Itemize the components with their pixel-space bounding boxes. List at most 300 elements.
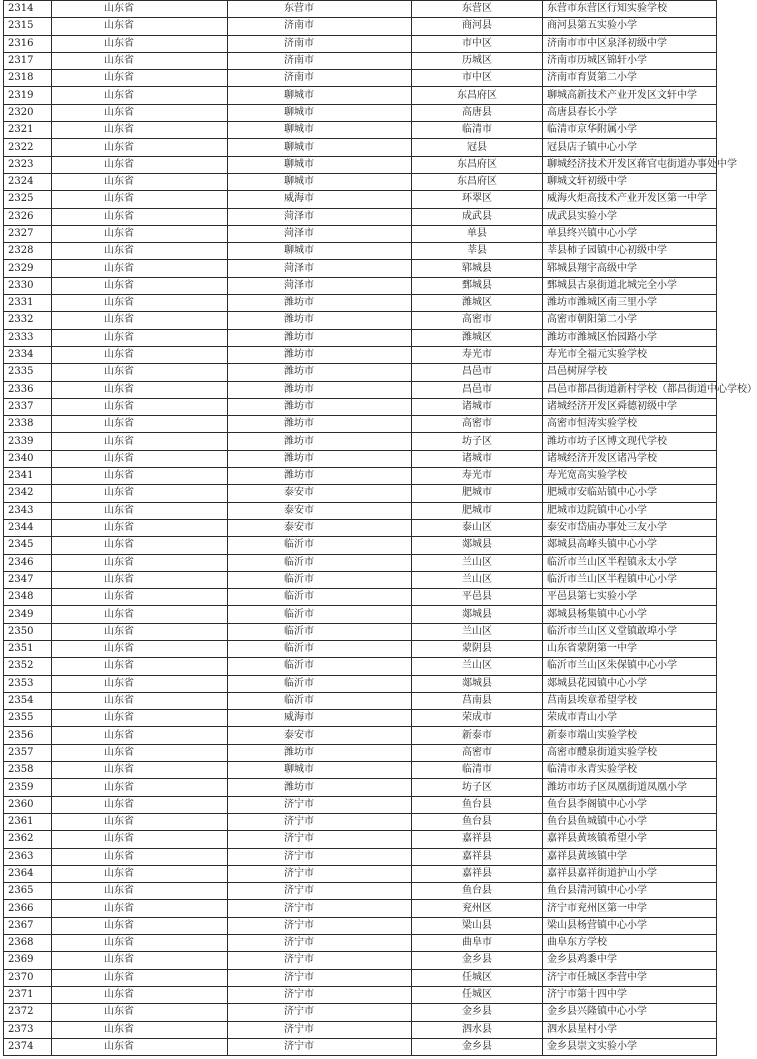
school-name-cell: 诸城经济开发区诸冯学校 (543, 450, 717, 467)
row-number: 2320 (4, 104, 52, 121)
row-number: 2321 (4, 122, 52, 139)
county-cell: 荣成市 (412, 710, 543, 727)
school-name-cell: 泰安市岱庙办事处三友小学 (543, 519, 717, 536)
table-row (4, 969, 717, 986)
county-cell: 郯城县 (412, 606, 543, 623)
table-row (4, 433, 717, 450)
school-name-cell: 梁山县杨营镇中心小学 (543, 917, 717, 934)
table-row (4, 848, 717, 865)
county-cell: 市中区 (412, 35, 543, 52)
city-cell: 潍坊市 (228, 329, 412, 346)
province-cell: 山东省 (52, 952, 228, 969)
table-row (4, 727, 717, 744)
province-cell: 山东省 (52, 865, 228, 882)
row-number: 2370 (4, 969, 52, 986)
county-cell: 高密市 (412, 312, 543, 329)
table-row (4, 692, 717, 709)
city-cell: 泰安市 (228, 519, 412, 536)
row-number: 2369 (4, 952, 52, 969)
table-row (4, 225, 717, 242)
city-cell: 潍坊市 (228, 312, 412, 329)
county-cell: 昌邑市 (412, 381, 543, 398)
school-name-cell: 商河县第五实验小学 (543, 18, 717, 35)
province-cell: 山东省 (52, 329, 228, 346)
city-cell: 济南市 (228, 35, 412, 52)
school-name-cell: 昌邑树屏学校 (543, 364, 717, 381)
table-row (4, 139, 717, 156)
province-cell: 山东省 (52, 52, 228, 69)
city-cell: 威海市 (228, 191, 412, 208)
school-name-cell: 高密市醴泉街道实验学校 (543, 744, 717, 761)
row-number: 2335 (4, 364, 52, 381)
table-row (4, 883, 717, 900)
row-number: 2360 (4, 796, 52, 813)
county-cell: 肥城市 (412, 485, 543, 502)
row-number: 2338 (4, 416, 52, 433)
county-cell: 东昌府区 (412, 87, 543, 104)
table-row (4, 1021, 717, 1038)
county-cell: 莘县 (412, 243, 543, 260)
row-number: 2356 (4, 727, 52, 744)
city-cell: 菏泽市 (228, 260, 412, 277)
province-cell: 山东省 (52, 243, 228, 260)
city-cell: 临沂市 (228, 571, 412, 588)
school-name-cell: 临沂市兰山区半程镇中心小学 (543, 571, 717, 588)
table-row (4, 519, 717, 536)
county-cell: 肥城市 (412, 502, 543, 519)
province-cell: 山东省 (52, 762, 228, 779)
row-number: 2344 (4, 519, 52, 536)
province-cell: 山东省 (52, 312, 228, 329)
row-number: 2362 (4, 831, 52, 848)
school-name-cell: 金乡县鸡黍中学 (543, 952, 717, 969)
city-cell: 济宁市 (228, 865, 412, 882)
city-cell: 东营市 (228, 1, 412, 18)
school-name-cell: 成武县实验小学 (543, 208, 717, 225)
row-number: 2365 (4, 883, 52, 900)
row-number: 2350 (4, 623, 52, 640)
school-name-cell: 寿光市全福元实验学校 (543, 346, 717, 363)
city-cell: 泰安市 (228, 502, 412, 519)
table-row (4, 606, 717, 623)
province-cell: 山东省 (52, 260, 228, 277)
county-cell: 潍城区 (412, 295, 543, 312)
city-cell: 潍坊市 (228, 744, 412, 761)
county-cell: 寿光市 (412, 468, 543, 485)
city-cell: 济宁市 (228, 952, 412, 969)
province-cell: 山东省 (52, 692, 228, 709)
school-name-cell: 临清市京华附属小学 (543, 122, 717, 139)
province-cell: 山东省 (52, 173, 228, 190)
city-cell: 聊城市 (228, 139, 412, 156)
table-row (4, 986, 717, 1003)
city-cell: 济宁市 (228, 831, 412, 848)
table-row (4, 744, 717, 761)
table-row (4, 675, 717, 692)
province-cell: 山东省 (52, 122, 228, 139)
province-cell: 山东省 (52, 1004, 228, 1021)
row-number: 2326 (4, 208, 52, 225)
city-cell: 济宁市 (228, 900, 412, 917)
city-cell: 济宁市 (228, 969, 412, 986)
row-number: 2330 (4, 277, 52, 294)
city-cell: 临沂市 (228, 537, 412, 554)
row-number: 2340 (4, 450, 52, 467)
school-name-cell: 肥城市安临站镇中心小学 (543, 485, 717, 502)
row-number: 2351 (4, 640, 52, 657)
school-name-cell: 高密市朝阳第二小学 (543, 312, 717, 329)
school-name-cell: 聊城经济技术开发区蒋官屯街道办事处中学 (543, 156, 717, 173)
city-cell: 菏泽市 (228, 225, 412, 242)
table-row (4, 710, 717, 727)
county-cell: 坊子区 (412, 433, 543, 450)
province-cell: 山东省 (52, 1038, 228, 1055)
row-number: 2371 (4, 986, 52, 1003)
row-number: 2314 (4, 1, 52, 18)
county-cell: 诸城市 (412, 398, 543, 415)
city-cell: 济宁市 (228, 813, 412, 830)
province-cell: 山东省 (52, 744, 228, 761)
school-name-cell: 东营市东营区行知实验学校 (543, 1, 717, 18)
county-cell: 诸城市 (412, 450, 543, 467)
school-name-cell: 单县终兴镇中心小学 (543, 225, 717, 242)
province-cell: 山东省 (52, 35, 228, 52)
school-name-cell: 临沂市兰山区半程镇永太小学 (543, 554, 717, 571)
province-cell: 山东省 (52, 295, 228, 312)
province-cell: 山东省 (52, 986, 228, 1003)
table-row (4, 104, 717, 121)
school-name-cell: 嘉祥县嘉祥街道护山小学 (543, 865, 717, 882)
row-number: 2348 (4, 589, 52, 606)
school-name-cell: 平邑县第七实验小学 (543, 589, 717, 606)
city-cell: 临沂市 (228, 554, 412, 571)
county-cell: 市中区 (412, 70, 543, 87)
school-name-cell: 寿光宽高实验学校 (543, 468, 717, 485)
county-cell: 郯城县 (412, 675, 543, 692)
county-cell: 泗水县 (412, 1021, 543, 1038)
province-cell: 山东省 (52, 848, 228, 865)
school-name-cell: 嘉祥县黄垓镇希望小学 (543, 831, 717, 848)
table-row (4, 1004, 717, 1021)
province-cell: 山东省 (52, 571, 228, 588)
table-row (4, 762, 717, 779)
school-name-cell: 潍坊市坊子区凤凰街道凤凰小学 (543, 779, 717, 796)
province-cell: 山东省 (52, 537, 228, 554)
county-cell: 任城区 (412, 969, 543, 986)
province-cell: 山东省 (52, 813, 228, 830)
province-cell: 山东省 (52, 1, 228, 18)
province-cell: 山东省 (52, 502, 228, 519)
row-number: 2347 (4, 571, 52, 588)
school-name-cell: 济宁市第十四中学 (543, 986, 717, 1003)
table-row (4, 623, 717, 640)
table-row (4, 589, 717, 606)
school-name-cell: 新泰市端山实验学校 (543, 727, 717, 744)
school-name-cell: 潍坊市坊子区博文现代学校 (543, 433, 717, 450)
province-cell: 山东省 (52, 346, 228, 363)
row-number: 2357 (4, 744, 52, 761)
county-cell: 临清市 (412, 762, 543, 779)
county-cell: 鱼台县 (412, 813, 543, 830)
row-number: 2354 (4, 692, 52, 709)
row-number: 2329 (4, 260, 52, 277)
province-cell: 山东省 (52, 277, 228, 294)
province-cell: 山东省 (52, 485, 228, 502)
school-name-cell: 济南市市中区泉泽初级中学 (543, 35, 717, 52)
city-cell: 潍坊市 (228, 468, 412, 485)
province-cell: 山东省 (52, 900, 228, 917)
county-cell: 任城区 (412, 986, 543, 1003)
row-number: 2336 (4, 381, 52, 398)
table-row (4, 554, 717, 571)
county-cell: 历城区 (412, 52, 543, 69)
table-row (4, 18, 717, 35)
city-cell: 潍坊市 (228, 364, 412, 381)
city-cell: 济宁市 (228, 1021, 412, 1038)
city-cell: 济宁市 (228, 848, 412, 865)
row-number: 2343 (4, 502, 52, 519)
row-number: 2364 (4, 865, 52, 882)
city-cell: 临沂市 (228, 692, 412, 709)
table-row (4, 87, 717, 104)
county-cell: 梁山县 (412, 917, 543, 934)
table-row (4, 277, 717, 294)
county-cell: 平邑县 (412, 589, 543, 606)
county-cell: 临清市 (412, 122, 543, 139)
province-cell: 山东省 (52, 917, 228, 934)
county-cell: 东昌府区 (412, 156, 543, 173)
school-name-cell: 郓城县翔宇高级中学 (543, 260, 717, 277)
table-row (4, 295, 717, 312)
school-name-cell: 济宁市兖州区第一中学 (543, 900, 717, 917)
row-number: 2366 (4, 900, 52, 917)
province-cell: 山东省 (52, 18, 228, 35)
province-cell: 山东省 (52, 468, 228, 485)
table-row (4, 640, 717, 657)
row-number: 2339 (4, 433, 52, 450)
province-cell: 山东省 (52, 450, 228, 467)
row-number: 2358 (4, 762, 52, 779)
table-row (4, 917, 717, 934)
county-cell: 鄄城县 (412, 277, 543, 294)
table-row (4, 779, 717, 796)
province-cell: 山东省 (52, 381, 228, 398)
table-row (4, 364, 717, 381)
table-row (4, 952, 717, 969)
school-name-cell: 山东省蒙阴第一中学 (543, 640, 717, 657)
county-cell: 曲阜市 (412, 935, 543, 952)
city-cell: 聊城市 (228, 122, 412, 139)
school-name-cell: 聊城文轩初级中学 (543, 173, 717, 190)
row-number: 2324 (4, 173, 52, 190)
table-row (4, 122, 717, 139)
school-name-cell: 肥城市边院镇中心小学 (543, 502, 717, 519)
row-number: 2373 (4, 1021, 52, 1038)
city-cell: 济宁市 (228, 935, 412, 952)
school-name-cell: 郯城县杨集镇中心小学 (543, 606, 717, 623)
school-name-cell: 鱼台县清河镇中心小学 (543, 883, 717, 900)
city-cell: 潍坊市 (228, 416, 412, 433)
table-row (4, 537, 717, 554)
row-number: 2317 (4, 52, 52, 69)
table-row (4, 485, 717, 502)
province-cell: 山东省 (52, 139, 228, 156)
city-cell: 潍坊市 (228, 398, 412, 415)
province-cell: 山东省 (52, 589, 228, 606)
table-row (4, 398, 717, 415)
school-name-cell: 高密市恒涛实验学校 (543, 416, 717, 433)
city-cell: 泰安市 (228, 485, 412, 502)
county-cell: 成武县 (412, 208, 543, 225)
school-name-cell: 郯城县高峰头镇中心小学 (543, 537, 717, 554)
school-name-cell: 临沂市兰山区朱保镇中心小学 (543, 658, 717, 675)
city-cell: 聊城市 (228, 104, 412, 121)
school-list-table (3, 0, 757, 1056)
county-cell: 商河县 (412, 18, 543, 35)
county-cell: 新泰市 (412, 727, 543, 744)
county-cell: 金乡县 (412, 952, 543, 969)
school-name-cell: 济南市历城区锦轩小学 (543, 52, 717, 69)
row-number: 2355 (4, 710, 52, 727)
province-cell: 山东省 (52, 623, 228, 640)
county-cell: 嘉祥县 (412, 831, 543, 848)
province-cell: 山东省 (52, 658, 228, 675)
county-cell: 东昌府区 (412, 173, 543, 190)
row-number: 2325 (4, 191, 52, 208)
city-cell: 济南市 (228, 70, 412, 87)
school-name-cell: 莘县柿子园镇中心初级中学 (543, 243, 717, 260)
city-cell: 临沂市 (228, 640, 412, 657)
province-cell: 山东省 (52, 104, 228, 121)
school-name-cell: 诸城经济开发区舜德初级中学 (543, 398, 717, 415)
table-row (4, 450, 717, 467)
table-row (4, 346, 717, 363)
city-cell: 济宁市 (228, 986, 412, 1003)
county-cell: 寿光市 (412, 346, 543, 363)
school-name-cell: 济南市育贤第二小学 (543, 70, 717, 87)
province-cell: 山东省 (52, 1021, 228, 1038)
county-cell: 昌邑市 (412, 364, 543, 381)
table-row (4, 329, 717, 346)
row-number: 2349 (4, 606, 52, 623)
province-cell: 山东省 (52, 70, 228, 87)
province-cell: 山东省 (52, 796, 228, 813)
city-cell: 聊城市 (228, 87, 412, 104)
row-number: 2334 (4, 346, 52, 363)
table-row (4, 796, 717, 813)
school-name-cell: 鱼台县李阁镇中心小学 (543, 796, 717, 813)
school-name-cell: 潍坊市潍城区怡园路小学 (543, 329, 717, 346)
school-name-cell: 济宁市任城区李营中学 (543, 969, 717, 986)
county-cell: 兰山区 (412, 658, 543, 675)
row-number: 2327 (4, 225, 52, 242)
school-name-cell: 临沂市兰山区义堂镇敢埠小学 (543, 623, 717, 640)
table-row (4, 900, 717, 917)
county-cell: 单县 (412, 225, 543, 242)
city-cell: 聊城市 (228, 243, 412, 260)
city-cell: 济宁市 (228, 1004, 412, 1021)
table-row (4, 831, 717, 848)
province-cell: 山东省 (52, 554, 228, 571)
county-cell: 蒙阴县 (412, 640, 543, 657)
school-name-cell: 威海火炬高技术产业开发区第一中学 (543, 191, 717, 208)
city-cell: 泰安市 (228, 727, 412, 744)
row-number: 2374 (4, 1038, 52, 1055)
province-cell: 山东省 (52, 156, 228, 173)
row-number: 2322 (4, 139, 52, 156)
province-cell: 山东省 (52, 416, 228, 433)
school-name-cell: 聊城高新技术产业开发区文轩中学 (543, 87, 717, 104)
county-cell: 坊子区 (412, 779, 543, 796)
school-name-cell: 郯城县花园镇中心小学 (543, 675, 717, 692)
province-cell: 山东省 (52, 969, 228, 986)
school-name-cell: 冠县店子镇中心小学 (543, 139, 717, 156)
county-cell: 兰山区 (412, 554, 543, 571)
city-cell: 济南市 (228, 18, 412, 35)
table-row (4, 208, 717, 225)
county-cell: 郯城县 (412, 537, 543, 554)
school-name-cell: 高唐县春长小学 (543, 104, 717, 121)
table-row (4, 243, 717, 260)
row-number: 2337 (4, 398, 52, 415)
school-name-cell: 金乡县兴隆镇中心小学 (543, 1004, 717, 1021)
city-cell: 潍坊市 (228, 295, 412, 312)
row-number: 2368 (4, 935, 52, 952)
school-name-cell: 昌邑市都昌街道新村学校（都昌街道中心学校） (543, 381, 717, 398)
school-name-cell: 金乡县崇文实验小学 (543, 1038, 717, 1055)
county-cell: 郓城县 (412, 260, 543, 277)
province-cell: 山东省 (52, 208, 228, 225)
table-row (4, 502, 717, 519)
county-cell: 环翠区 (412, 191, 543, 208)
county-cell: 嘉祥县 (412, 848, 543, 865)
row-number: 2316 (4, 35, 52, 52)
province-cell: 山东省 (52, 87, 228, 104)
city-cell: 潍坊市 (228, 346, 412, 363)
table-body (4, 1, 757, 1056)
table-row (4, 571, 717, 588)
table-row (4, 468, 717, 485)
city-cell: 济宁市 (228, 883, 412, 900)
province-cell: 山东省 (52, 191, 228, 208)
row-number: 2367 (4, 917, 52, 934)
row-number: 2319 (4, 87, 52, 104)
table-row (4, 173, 717, 190)
row-number: 2332 (4, 312, 52, 329)
county-cell: 冠县 (412, 139, 543, 156)
table-row (4, 312, 717, 329)
province-cell: 山东省 (52, 675, 228, 692)
city-cell: 菏泽市 (228, 277, 412, 294)
county-cell: 兰山区 (412, 623, 543, 640)
county-cell: 东营区 (412, 1, 543, 18)
county-cell: 金乡县 (412, 1004, 543, 1021)
province-cell: 山东省 (52, 710, 228, 727)
city-cell: 临沂市 (228, 606, 412, 623)
county-cell: 高密市 (412, 416, 543, 433)
row-number: 2352 (4, 658, 52, 675)
school-name-cell: 潍坊市潍城区南三里小学 (543, 295, 717, 312)
row-number: 2341 (4, 468, 52, 485)
province-cell: 山东省 (52, 779, 228, 796)
table-row (4, 70, 717, 87)
province-cell: 山东省 (52, 364, 228, 381)
row-number: 2331 (4, 295, 52, 312)
city-cell: 济宁市 (228, 796, 412, 813)
table-row (4, 1, 717, 18)
province-cell: 山东省 (52, 883, 228, 900)
school-name-cell: 泗水县星村小学 (543, 1021, 717, 1038)
